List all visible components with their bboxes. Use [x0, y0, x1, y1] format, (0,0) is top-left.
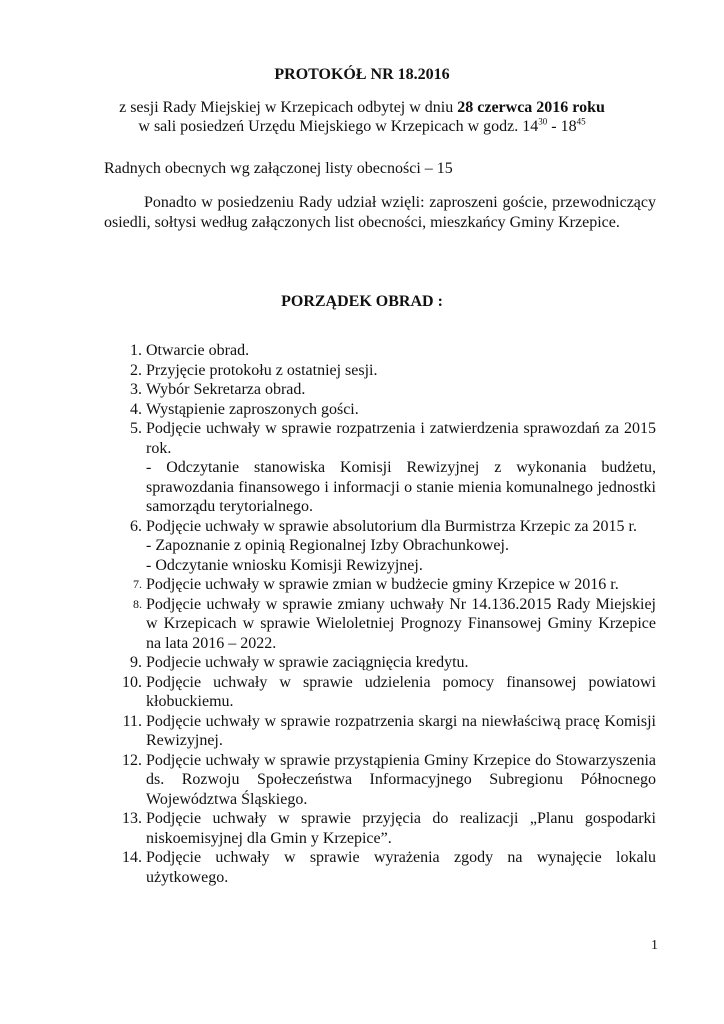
- agenda-item-number: 5.: [130, 420, 142, 437]
- agenda-item-text: Podjęcie uchwały w sprawie wyrażenia zgody na wynajęcie lokalu użytkowego.: [146, 849, 656, 886]
- session-text: z sesji Rady Miejskiej w Krzepicach odbytej w dniu: [119, 99, 458, 116]
- agenda-subitem: - Odczytanie wniosku Komisji Rewizyjnej.: [146, 556, 423, 574]
- agenda-item-text: Podjęcie uchwały w sprawie absolutorium dla Burmistrza Krzepic za 2015 r.: [146, 517, 637, 535]
- time-separator: - 18: [547, 118, 577, 135]
- agenda-item-text: Wybór Sekretarza obrad.: [146, 381, 306, 398]
- agenda-subitem: - Odczytanie stanowiska Komisji Rewizyjnej z wykonania budżetu, sprawozdania finansowego i informacji o stanie mienia komunalnego jednostki samorządu terytorialnego.: [146, 459, 656, 515]
- intro-paragraph: [104, 193, 656, 232]
- agenda-item-number: 9.: [130, 654, 142, 671]
- document-title: PROTOKÓŁ NR 18.2016: [274, 66, 450, 83]
- agenda-item: [106, 419, 656, 517]
- agenda-item-text: Podjęcie uchwały w sprawie zmian w budżecie gminy Krzepice w 2016 r.: [146, 576, 619, 593]
- venue-line: [0, 118, 724, 136]
- time-start-minutes: 30: [538, 116, 548, 127]
- agenda-item-number: 1.: [130, 342, 142, 359]
- agenda-item-number: 4.: [130, 400, 142, 418]
- time-end-minutes: 45: [576, 116, 586, 127]
- agenda-item-text: Wystąpienie zaproszonych gości.: [146, 400, 359, 418]
- venue-text: w sali posiedzeń Urzędu Miejskiego w Krzepicach w godz. 14: [138, 118, 539, 135]
- agenda-item-text: Podjecie uchwały w sprawie zaciągnięcia kredytu.: [146, 654, 469, 671]
- agenda-item-number: 8.: [133, 596, 142, 611]
- agenda-item: [106, 341, 656, 361]
- agenda-item: [106, 517, 656, 576]
- agenda-item: [106, 361, 656, 381]
- agenda-item: [106, 712, 656, 751]
- agenda-item-text: Przyjęcie protokołu z ostatniej sesji.: [146, 361, 378, 379]
- agenda-item-number: 2.: [130, 361, 142, 379]
- agenda-item: [106, 751, 656, 810]
- agenda-item-number: 10.: [122, 673, 142, 691]
- agenda-item-text: Podjęcie uchwały w sprawie zmiany uchwały Nr 14.136.2015 Rady Miejskiej w Krzepicach w sprawie Wieloletniej Prognozy Finansowej Gminy Krzepice na lata 2016 – 2022.: [146, 595, 656, 652]
- agenda-item-text: Otwarcie obrad.: [146, 342, 250, 359]
- agenda-item: [106, 653, 656, 673]
- page-number: 1: [651, 938, 658, 953]
- agenda-item: [106, 595, 656, 654]
- intro-text: Ponadto w posiedzeniu Rady udział wzięli: zaproszeni goście, przewodniczący osiedli, sołtysi według załączonych list obecności, mieszkańcy Gminy Krzepice.: [104, 194, 656, 231]
- attendance-line: Radnych obecnych wg załączonej listy obecności – 15: [104, 160, 453, 177]
- session-line: [0, 99, 724, 117]
- agenda-item-text: Podjęcie uchwały w sprawie przyjęcia do realizacji „Planu gospodarki niskoemisyjnej dla Gmin y Krzepice”.: [146, 810, 656, 847]
- agenda-item-number: 14.: [122, 849, 142, 866]
- agenda-item-number: 6.: [130, 517, 142, 535]
- agenda-item: [106, 848, 656, 887]
- agenda-list: [106, 341, 656, 887]
- agenda-subitem: - Zapoznanie z opinią Regionalnej Izby Obrachunkowej.: [146, 537, 509, 554]
- agenda-item-text: Podjęcie uchwały w sprawie udzielenia pomocy finansowej powiatowi kłobuckiemu.: [146, 673, 656, 710]
- agenda-item: [106, 809, 656, 848]
- agenda-item-text: Podjęcie uchwały w sprawie rozpatrzenia skargi na niewłaściwą pracę Komisji Rewizyjnej.: [146, 712, 656, 749]
- agenda-item-text: Podjęcie uchwały w sprawie rozpatrzenia i zatwierdzenia sprawozdań za 2015 rok.: [146, 420, 656, 457]
- agenda-item: [106, 380, 656, 400]
- agenda-item-number: 3.: [130, 381, 142, 398]
- agenda-item: [106, 575, 656, 595]
- agenda-item-text: Podjęcie uchwały w sprawie przystąpienia Gminy Krzepice do Stowarzyszenia ds. Rozwoju Społeczeństwa Informacyjnego Subregionu Północnego Województwa Śląskiego.: [146, 751, 656, 808]
- agenda-item-number: 13.: [122, 810, 142, 827]
- agenda-title: PORZĄDEK OBRAD :: [281, 293, 443, 310]
- agenda-item-number: 12.: [122, 751, 142, 769]
- agenda-item: [106, 673, 656, 712]
- agenda-item: [106, 400, 656, 420]
- agenda-item-number: 7.: [133, 577, 142, 591]
- session-date: 28 czerwca 2016 roku: [457, 99, 605, 116]
- agenda-item-number: 11.: [122, 712, 142, 730]
